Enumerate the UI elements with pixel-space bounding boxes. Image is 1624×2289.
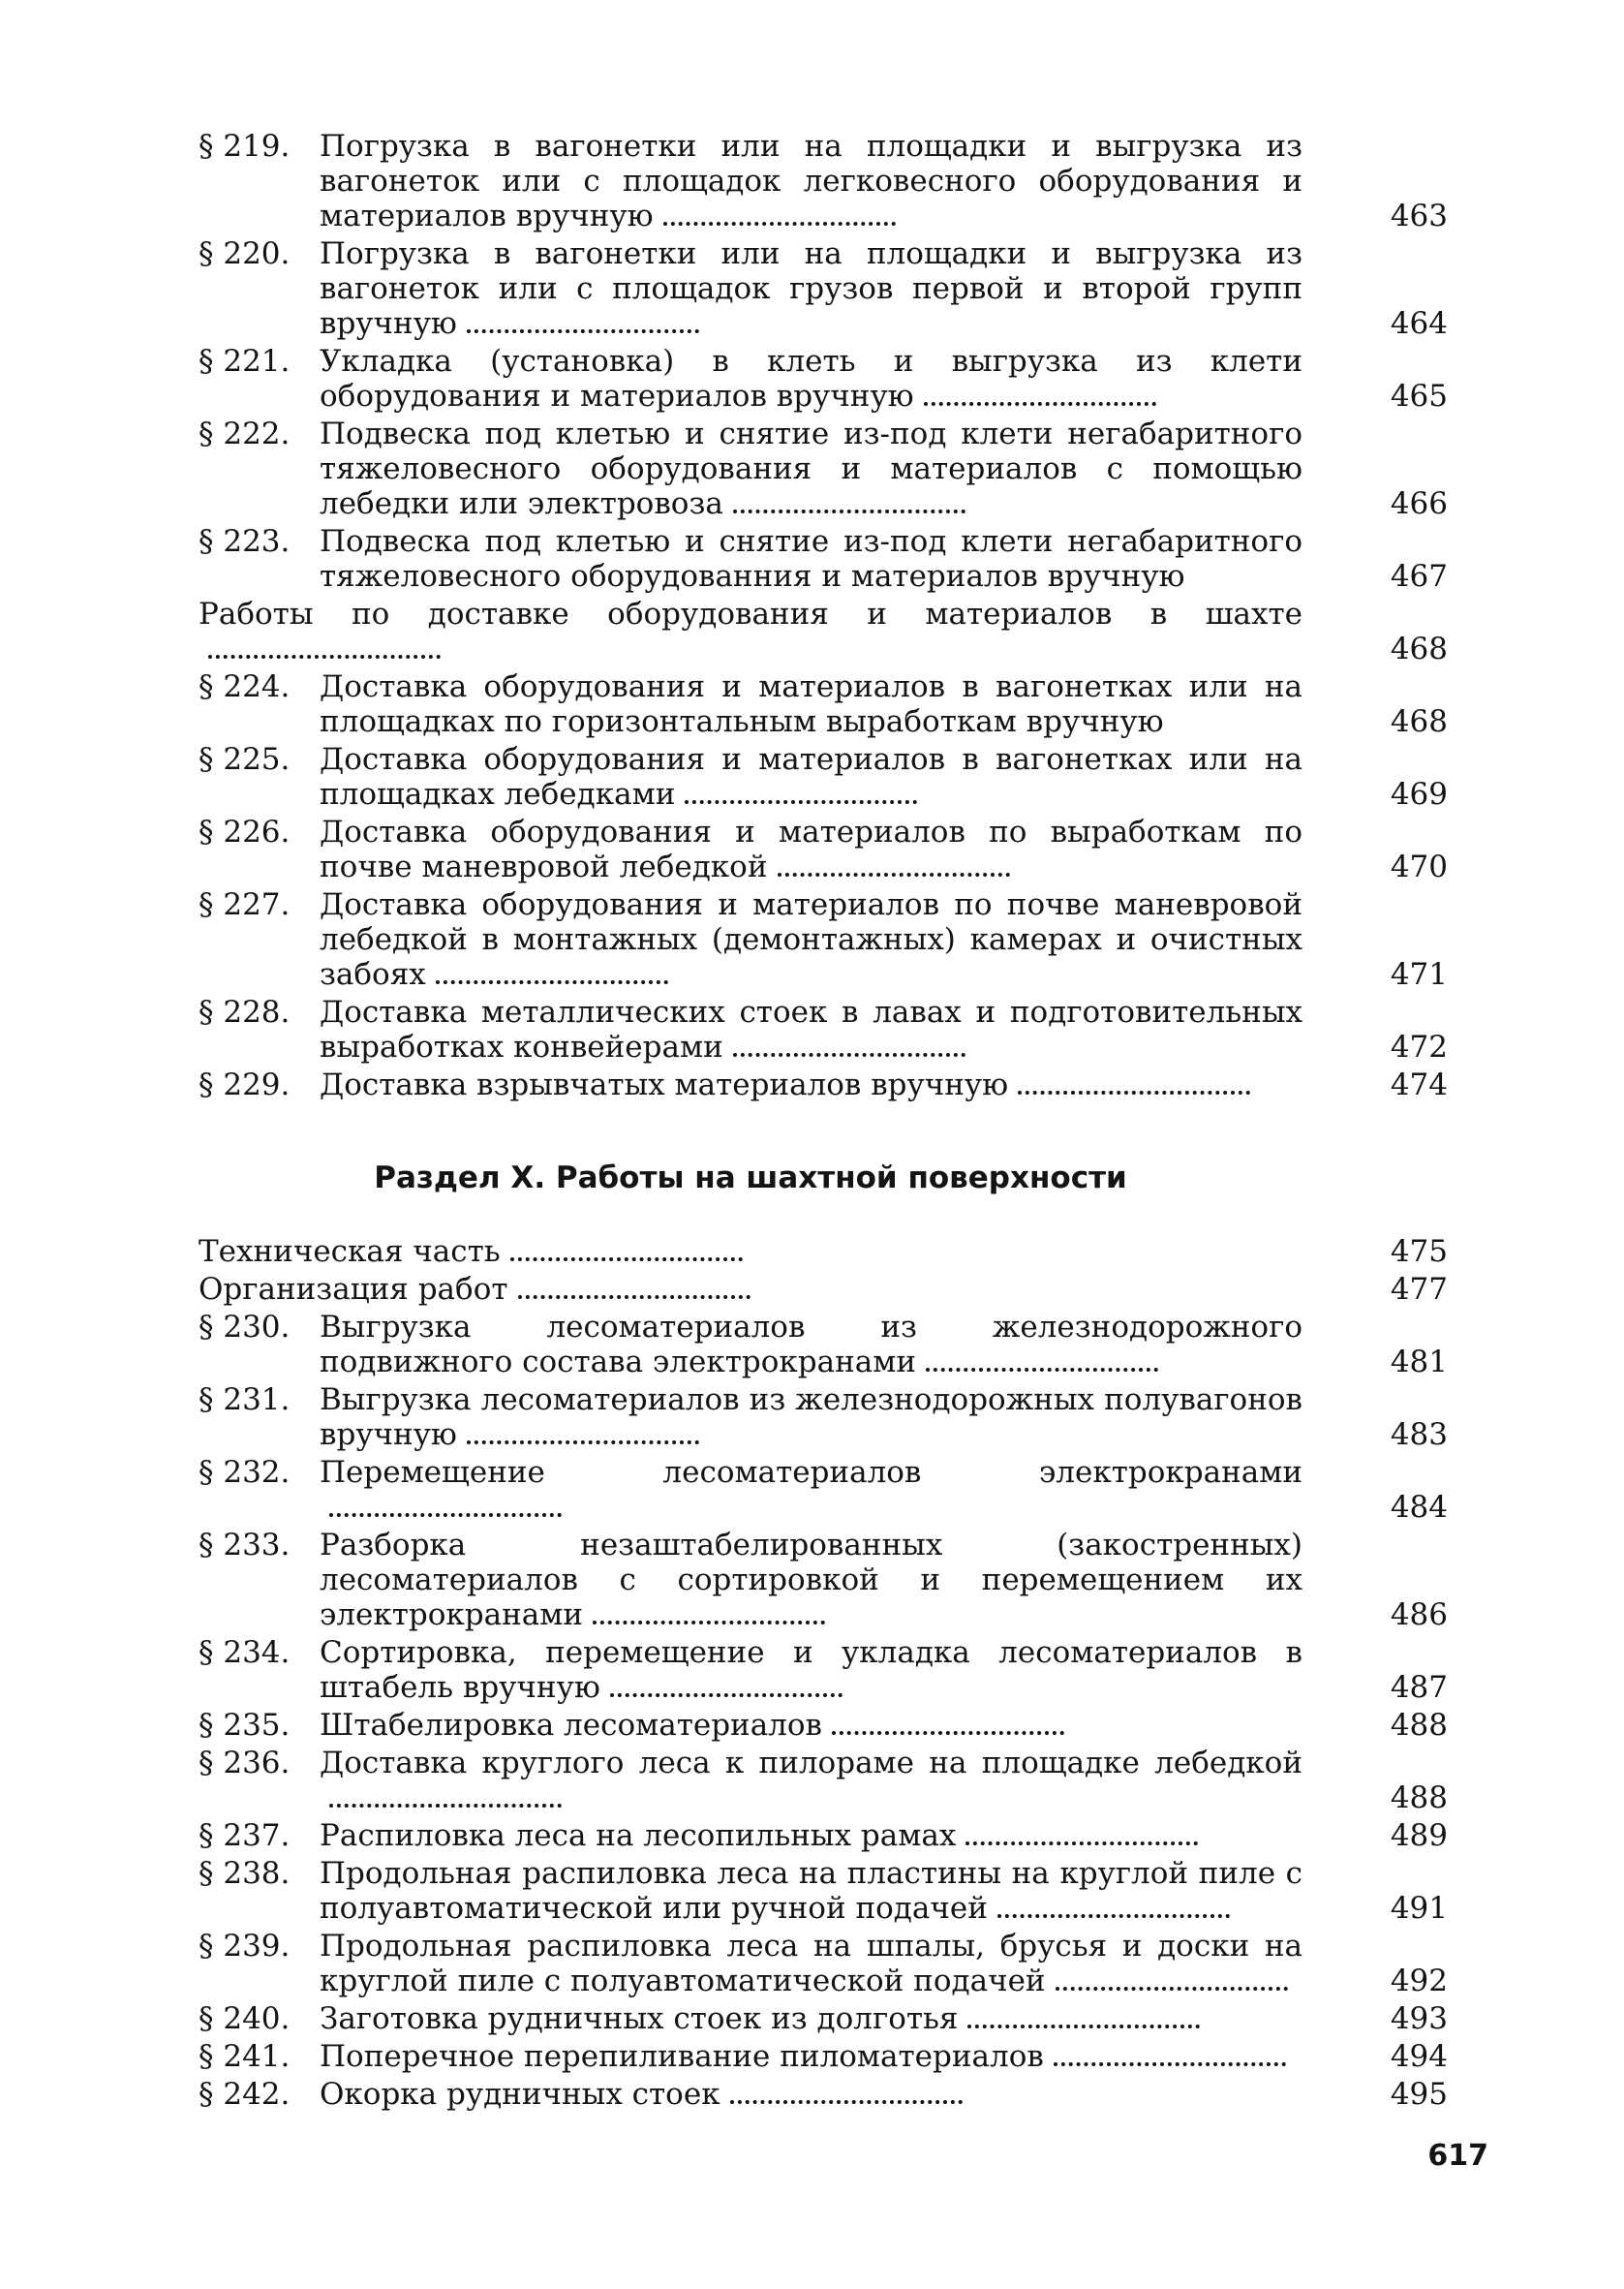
entry-title-text: Штабелировка лесоматериалов xyxy=(320,1708,822,1743)
section-number: § 231. xyxy=(199,1382,291,1417)
dot-leader xyxy=(997,1914,1230,1918)
section-number: § 230. xyxy=(199,1310,291,1345)
dot-leader xyxy=(685,800,917,804)
entry-title xyxy=(320,2077,1302,2112)
entry-title-text: Разборка незаштабелированных (закостренных) лесоматериалов с сортировкой и перемещением их электрокранами xyxy=(320,1528,1302,1632)
entry-title xyxy=(320,1528,1302,1632)
entry-title xyxy=(320,417,1302,521)
toc-entry xyxy=(199,1455,1448,1525)
entry-title xyxy=(199,1234,1302,1269)
toc-list-part2 xyxy=(199,1234,1448,2112)
toc-entry xyxy=(199,129,1448,233)
toc-entry xyxy=(199,597,1448,666)
entry-title-text: Окорка рудничных стоек xyxy=(320,2077,720,2112)
dot-leader xyxy=(733,1053,965,1057)
entry-title-text: Организация работ xyxy=(199,1272,508,1307)
section-heading: Раздел X. Работы на шахтной поверхности xyxy=(374,1160,1127,1195)
dot-leader xyxy=(329,1513,562,1517)
page-reference: 484 xyxy=(1390,1490,1448,1525)
page-reference: 492 xyxy=(1390,1964,1448,1998)
page-reference: 488 xyxy=(1390,1708,1448,1743)
toc-entry xyxy=(199,1272,1448,1307)
dot-leader xyxy=(663,222,896,226)
entry-title-text: Укладка (установка) в клеть и выгрузка из клети оборудования и материалов вручную xyxy=(320,344,1302,414)
dot-leader xyxy=(467,1440,699,1444)
page-reference: 494 xyxy=(1390,2039,1448,2074)
section-number: § 236. xyxy=(199,1746,291,1780)
entry-title-text: Продольная распиловка леса на пластины на круглой пиле с полуавтоматической или ручной подачей xyxy=(320,1856,1302,1926)
entry-title-text: Доставка оборудования и материалов в вагонетках или на площадках по горизонтальным выработкам вручную xyxy=(320,669,1302,739)
entry-title-text: Выгрузка лесоматериалов из железнодорожного подвижного состава электрокранами xyxy=(320,1310,1302,1379)
page-reference: 486 xyxy=(1390,1597,1448,1632)
toc-entry xyxy=(199,344,1448,414)
entry-title-text: Поперечное перепиливание пиломатериалов xyxy=(320,2039,1044,2074)
toc-list-part1 xyxy=(199,129,1448,1102)
page-reference: 495 xyxy=(1390,2077,1448,2112)
entry-title xyxy=(320,1455,1302,1525)
entry-title xyxy=(320,1746,1302,1815)
section-number: § 239. xyxy=(199,1929,291,1964)
dot-leader xyxy=(967,2025,1200,2028)
dot-leader xyxy=(610,1693,843,1697)
entry-title xyxy=(320,1856,1302,1926)
entry-title-text: Продольная распиловка леса на шпалы, брусья и доски на круглой пиле с полуавтоматической подачей xyxy=(320,1929,1302,1998)
section-number: § 226. xyxy=(199,815,291,850)
toc-entry xyxy=(199,2001,1448,2036)
page-reference: 464 xyxy=(1390,306,1448,341)
entry-title xyxy=(320,1067,1302,1102)
page-reference: 465 xyxy=(1390,379,1448,414)
entry-title xyxy=(320,1929,1302,1998)
entry-title-text: Подвеска под клетью и снятие из-под клети негабаритного тяжеловесного оборудования и материалов с помощью лебедки или электровоза xyxy=(320,417,1302,521)
dot-leader xyxy=(926,1368,1158,1372)
entry-title xyxy=(320,815,1302,884)
toc-entry xyxy=(199,524,1448,594)
toc-entry xyxy=(199,1635,1448,1705)
section-number: § 224. xyxy=(199,669,291,704)
entry-title-text: Доставка металлических стоек в лавах и подготовительных выработках конвейерами xyxy=(320,995,1302,1065)
entry-title xyxy=(320,524,1302,594)
entry-title-text: Доставка круглого леса к пилораме на площадке лебедкой xyxy=(320,1746,1302,1780)
entry-title-text: Подвеска под клетью и снятие из-под клети негабаритного тяжеловесного оборудованния и материалов вручную xyxy=(320,524,1302,594)
entry-title xyxy=(320,1635,1302,1705)
section-number: § 219. xyxy=(199,129,291,164)
section-number: § 227. xyxy=(199,887,291,922)
section-number: § 220. xyxy=(199,236,291,271)
dot-leader xyxy=(1054,2062,1286,2066)
toc-entry xyxy=(199,1818,1448,1853)
toc-entry xyxy=(199,236,1448,341)
section-number: § 237. xyxy=(199,1818,291,1853)
toc-entry xyxy=(199,1708,1448,1743)
entry-title-text: Доставка взрывчатых материалов вручную xyxy=(320,1067,1009,1102)
page-reference: 466 xyxy=(1390,486,1448,521)
section-number: § 240. xyxy=(199,2001,291,2036)
page-number: 617 xyxy=(1427,2139,1488,2173)
section-number: § 238. xyxy=(199,1856,291,1891)
toc-entry xyxy=(199,1746,1448,1815)
toc-entry xyxy=(199,1528,1448,1632)
entry-title-text: Выгрузка лесоматериалов из железнодорожных полувагонов вручную xyxy=(320,1382,1302,1452)
dot-leader xyxy=(1018,1091,1250,1095)
entry-title xyxy=(320,995,1302,1065)
page-reference: 488 xyxy=(1390,1780,1448,1815)
dot-leader xyxy=(329,1804,562,1808)
toc-entry xyxy=(199,2039,1448,2074)
section-number: § 225. xyxy=(199,742,291,777)
entry-title xyxy=(320,887,1302,992)
toc-entry xyxy=(199,417,1448,521)
section-number: § 234. xyxy=(199,1635,291,1670)
section-number: § 223. xyxy=(199,524,291,559)
dot-leader xyxy=(467,329,699,333)
page-reference: 471 xyxy=(1390,957,1448,992)
dot-leader xyxy=(510,1257,743,1261)
entry-title xyxy=(320,129,1302,233)
entry-title-text: Перемещение лесоматериалов электрокранами xyxy=(320,1455,1302,1490)
entry-title xyxy=(320,1818,1302,1853)
entry-title xyxy=(199,1272,1302,1307)
dot-leader xyxy=(730,2100,963,2104)
toc-entry xyxy=(199,1856,1448,1926)
page-reference: 477 xyxy=(1390,1272,1448,1307)
page-reference: 483 xyxy=(1390,1417,1448,1452)
entry-title xyxy=(320,1382,1302,1452)
entry-title xyxy=(320,1708,1302,1743)
page-reference: 475 xyxy=(1390,1234,1448,1269)
page-reference: 491 xyxy=(1390,1891,1448,1926)
entry-title xyxy=(320,742,1302,812)
section-number: § 235. xyxy=(199,1708,291,1743)
entry-title xyxy=(320,2039,1302,2074)
page-reference: 481 xyxy=(1390,1345,1448,1379)
entry-title xyxy=(320,236,1302,341)
page-reference: 470 xyxy=(1390,850,1448,884)
section-number: § 229. xyxy=(199,1067,291,1102)
entry-title-text: Работы по доставке оборудования и материалов в шахте xyxy=(199,597,1302,632)
entry-title-text: Доставка оборудования и материалов по почве маневровой лебедкой в монтажных (демонтажных) камерах и очистных забоях xyxy=(320,887,1302,992)
dot-leader xyxy=(924,402,1156,406)
dot-leader xyxy=(965,1841,1198,1845)
entry-title xyxy=(320,1310,1302,1379)
entry-title xyxy=(320,669,1302,739)
section-number: § 221. xyxy=(199,344,291,379)
dot-leader xyxy=(1056,1987,1288,1991)
toc-entry xyxy=(199,1929,1448,1998)
page-reference: 469 xyxy=(1390,777,1448,812)
entry-title xyxy=(199,597,1302,666)
section-number: § 242. xyxy=(199,2077,291,2112)
page-reference: 472 xyxy=(1390,1030,1448,1065)
dot-leader xyxy=(832,1731,1064,1735)
page-reference: 474 xyxy=(1390,1067,1448,1102)
section-number: § 222. xyxy=(199,417,291,451)
page-reference: 493 xyxy=(1390,2001,1448,2036)
section-number: § 233. xyxy=(199,1528,291,1562)
toc-entry xyxy=(199,669,1448,739)
dot-leader xyxy=(778,873,1010,877)
page-reference: 468 xyxy=(1390,704,1448,739)
toc-entry xyxy=(199,995,1448,1065)
entry-title-text: Заготовка рудничных стоек из долготья xyxy=(320,2001,959,2036)
entry-title-text: Погрузка в вагонетки или на площадки и выгрузка из вагонеток или с площадок грузов первой и второй групп вручную xyxy=(320,236,1302,341)
dot-leader xyxy=(733,510,965,513)
toc-entry xyxy=(199,887,1448,992)
toc-entry xyxy=(199,2077,1448,2112)
entry-title xyxy=(320,344,1302,414)
toc-entry xyxy=(199,742,1448,812)
dot-leader xyxy=(436,980,668,984)
entry-title-text: Распиловка леса на лесопильных рамах xyxy=(320,1818,957,1853)
page-reference: 467 xyxy=(1390,559,1448,594)
section-number: § 228. xyxy=(199,995,291,1030)
toc-entry xyxy=(199,1234,1448,1269)
toc-entry xyxy=(199,1310,1448,1379)
dot-leader xyxy=(593,1621,825,1624)
section-number: § 232. xyxy=(199,1455,291,1490)
page-reference: 463 xyxy=(1390,199,1448,233)
toc-entry xyxy=(199,1067,1448,1102)
entry-title-text: Погрузка в вагонетки или на площадки и выгрузка из вагонеток или с площадок легковесного оборудования и материалов вручную xyxy=(320,129,1302,233)
toc-entry xyxy=(199,1382,1448,1452)
page-reference: 487 xyxy=(1390,1670,1448,1705)
toc-entry xyxy=(199,815,1448,884)
dot-leader xyxy=(518,1295,751,1299)
entry-title xyxy=(320,2001,1302,2036)
toc-page xyxy=(199,126,1448,2112)
dot-leader xyxy=(208,655,441,659)
page-reference: 489 xyxy=(1390,1818,1448,1853)
entry-title-text: Доставка оборудования и материалов в вагонетках или на площадках лебедками xyxy=(320,742,1302,812)
entry-title-text: Доставка оборудования и материалов по выработкам по почве маневровой лебедкой xyxy=(320,815,1302,884)
entry-title-text: Техническая часть xyxy=(199,1234,501,1269)
section-number: § 241. xyxy=(199,2039,291,2074)
page-reference: 468 xyxy=(1390,632,1448,666)
entry-title-text: Сортировка, перемещение и укладка лесоматериалов в штабель вручную xyxy=(320,1635,1302,1705)
